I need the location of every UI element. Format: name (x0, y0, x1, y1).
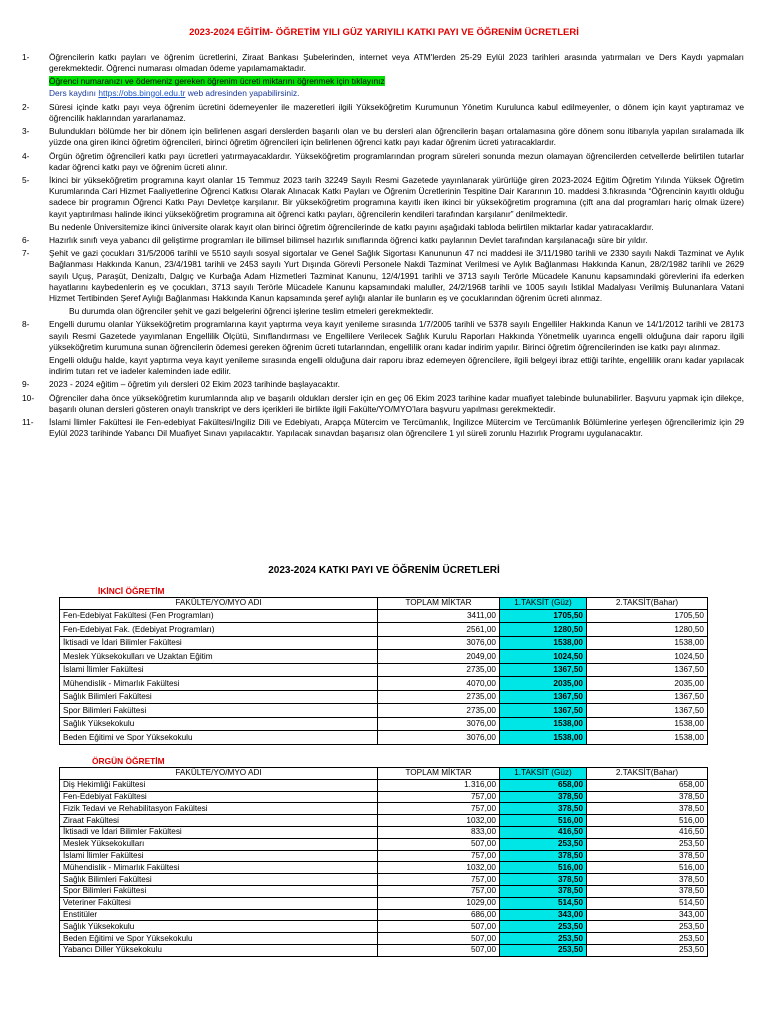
table-cell: 378,50 (500, 803, 587, 815)
table-cell: 378,50 (587, 803, 708, 815)
table-row (60, 885, 708, 897)
column-header: FAKÜLTE/YO/MYO ADI (60, 598, 378, 610)
table-row (60, 897, 708, 909)
table-cell: Fen-Edebiyat Fakültesi (60, 791, 378, 803)
table-row (60, 944, 708, 956)
column-header: TOPLAM MİKTAR (378, 768, 500, 780)
table-cell: 1032,00 (378, 815, 500, 827)
green-note[interactable] (49, 76, 744, 87)
table-cell: 2035,00 (587, 677, 708, 691)
table-row (60, 838, 708, 850)
table-cell: 343,00 (500, 909, 587, 921)
table-cell: Mühendislik - Mimarlık Fakültesi (60, 677, 378, 691)
table-cell: 2735,00 (378, 690, 500, 704)
document-title: 2023-2024 EĞİTİM- ÖĞRETİM YILI GÜZ YARIYILI KATKI PAYI VE ÖĞRENİM ÜCRETLERİ (189, 27, 579, 38)
table-cell: 378,50 (587, 885, 708, 897)
item7-extra: Bu durumda olan öğrenciler şehit ve gazi belgelerini öğrenci işlerine teslim etmeleri gerekmektedir. (69, 306, 434, 317)
table-cell: 516,00 (500, 862, 587, 874)
table-row (60, 826, 708, 838)
table-cell: 1280,50 (587, 623, 708, 637)
column-header: 1.TAKSİT (Güz) (500, 768, 587, 780)
item-number: 2- (22, 101, 30, 112)
item-text: Hazırlık sınıfı veya yabancı dil geliştirme programları ile bilimsel bilimsel hazırlık sınıflarında öğrenci katkı paylarının Devlet tarafından karşılanacağı süre bir yıldır. (49, 235, 648, 246)
table-cell: 2735,00 (378, 704, 500, 718)
table-cell: Enstitüler (60, 909, 378, 921)
table-cell: Fizik Tedavi ve Rehabilitasyon Fakültesi (60, 803, 378, 815)
table-cell: 1367,50 (500, 663, 587, 677)
list-item (22, 235, 744, 246)
table-row (60, 663, 708, 677)
table-cell: 378,50 (500, 874, 587, 886)
orgun-ogretim-table (59, 767, 708, 957)
item8-extra: Engelli olduğu halde, kayıt yaptırma veya kayıt yenileme sırasında engelli olduğuna dair raporu ibraz edemeyen öğrencilere, ilgili belgeyi ibraz ettiği tarihte, engellilik oranı kadar yapılacak indirim tutarı ret ve iadeler kaleminden iade edilir. (49, 355, 744, 377)
table-row (60, 862, 708, 874)
table-cell: İslami İlimler Fakültesi (60, 850, 378, 862)
table-cell: İslami İlimler Fakültesi (60, 663, 378, 677)
table-cell: 253,50 (500, 944, 587, 956)
ders-kaydi-line (49, 88, 744, 99)
ders-suffix: web adresinden yapabilirsiniz. (187, 87, 300, 98)
table-cell: 516,00 (500, 815, 587, 827)
table-cell: 507,00 (378, 933, 500, 945)
table-cell: 757,00 (378, 850, 500, 862)
table-cell: 1367,50 (500, 690, 587, 704)
table-cell: Fen-Edebiyat Fak. (Edebiyat Programları) (60, 623, 378, 637)
table-cell: 757,00 (378, 885, 500, 897)
table-row (60, 803, 708, 815)
table-cell: 1280,50 (500, 623, 587, 637)
ikinci-ogretim-table (59, 597, 708, 745)
obs-link[interactable]: https://obs.bingol.edu.tr (98, 87, 186, 98)
table-cell: 3076,00 (378, 717, 500, 731)
table-cell: Yabancı Diller Yüksekokulu (60, 944, 378, 956)
table-cell: 833,00 (378, 826, 500, 838)
table-header-row (60, 598, 708, 610)
list-item (22, 417, 744, 439)
table-row (60, 623, 708, 637)
table-header-row (60, 768, 708, 780)
table-cell: 507,00 (378, 838, 500, 850)
table-cell: 658,00 (500, 779, 587, 791)
table-cell: Meslek Yüksekokulları (60, 838, 378, 850)
item-text: Bulundukları bölümde her bir dönem için belirlenen asgari derslerden başarılı olan ve bu dersleri alan öğrencilerin başarı ortalamasına göre dönem sonu itibarıyla yapılan sıralamada ilk yüzde ona giren ikinci öğretim öğrencileri, birinci öğretim öğrencileri için belirlenen öğrenci katkı payı kadar öğrenim ücreti yatıracaklardır. (49, 126, 744, 148)
table-cell: 343,00 (587, 909, 708, 921)
table-cell: Ziraat Fakültesi (60, 815, 378, 827)
table-cell: Fen-Edebiyat Fakültesi (Fen Programları) (60, 609, 378, 623)
ders-prefix: Ders kaydını (49, 87, 97, 98)
table-row (60, 731, 708, 745)
table-row (60, 609, 708, 623)
table-cell: 4070,00 (378, 677, 500, 691)
item-text: Şehit ve gazi çocukları 31/5/2006 tarihli ve 5510 sayılı sosyal sigortalar ve Genel Sağlık Sigortası Kanununun 47 nci maddesi ile 3/11/1980 tarihli ve 2330 sayılı Nakdi Tazminat ve Aylık Bağlanması Hakkında Kanun, 23/4/1981 tarihli ve 2453 sayılı Yurt Dışında Görevli Personele Nakdi Tazminat Verilmesi ve Aylık Bağlanması Hakkında Kanun, 28/2/1982 tarihli ve 2629 sayılı Uçuş, Paraşüt, Denizaltı, Dalgıç ve Kurbağa Adam Hizmetleri Tazminat Kanunu, 12/4/1991 tarihli ve 3713 sayılı Terörle Mücadele Kanunu kapsamındaki görevlerini ifa ederken hayatlarını kaybedenlerin eş ve çocukları, 3713 sayılı Terörle Mücadele Kanunu kapsamındaki maluller, 24/2/1968 tarihli ve 1005 sayılı İstiklal Madalyası Verilmiş Bulunanlara Vatani Hizmet Tertibinden Şeref Aylığı Bağlanması Hakkında Kanun kapsamında şeref aylığı alanlar ile bunların eş ve çocuklarından öğrenim ücreti alınmaz. (49, 248, 744, 304)
rules-list (22, 52, 744, 442)
list-item (22, 379, 744, 390)
table-cell: Veteriner Fakültesi (60, 897, 378, 909)
table-cell: 1.316,00 (378, 779, 500, 791)
table-cell: 253,50 (587, 921, 708, 933)
table-cell: 416,50 (587, 826, 708, 838)
table-cell: Beden Eğitimi ve Spor Yüksekokulu (60, 731, 378, 745)
item-number: 6- (22, 235, 30, 246)
list-item (22, 393, 744, 415)
table-cell: 1705,50 (587, 609, 708, 623)
table-cell: 516,00 (587, 815, 708, 827)
table-cell: 1538,00 (500, 717, 587, 731)
table-cell: 757,00 (378, 803, 500, 815)
table-cell: 253,50 (500, 933, 587, 945)
table-row (60, 815, 708, 827)
table-cell: 1024,50 (500, 650, 587, 664)
list-item (22, 175, 744, 220)
table-cell: 2049,00 (378, 650, 500, 664)
table-cell: 1538,00 (587, 636, 708, 650)
fees-title: 2023-2024 KATKI PAYI VE ÖĞRENİM ÜCRETLERİ (268, 565, 500, 576)
table-cell: 378,50 (500, 791, 587, 803)
table-cell: 253,50 (500, 838, 587, 850)
table-cell: 3411,00 (378, 609, 500, 623)
table-row (60, 921, 708, 933)
table-cell: 378,50 (587, 874, 708, 886)
list-item (22, 102, 744, 124)
item-text: 2023 - 2024 eğitim – öğretim yılı dersleri 02 Ekim 2023 tarihinde başlayacaktır. (49, 379, 340, 390)
table-cell: 1538,00 (500, 731, 587, 745)
table-cell: 3076,00 (378, 731, 500, 745)
table-cell: 378,50 (587, 791, 708, 803)
table-cell: Spor Bilimleri Fakültesi (60, 704, 378, 718)
table-row (60, 690, 708, 704)
table-row (60, 704, 708, 718)
table-cell: 1024,50 (587, 650, 708, 664)
table-cell: 2735,00 (378, 663, 500, 677)
table-row (60, 850, 708, 862)
table-cell: Sağlık Yüksekokulu (60, 717, 378, 731)
column-header: 1.TAKSİT (Güz) (500, 598, 587, 610)
list-item (22, 248, 744, 304)
table-row (60, 909, 708, 921)
table-cell: 514,50 (587, 897, 708, 909)
table-row (60, 717, 708, 731)
list-item (22, 319, 744, 353)
table-cell: 1538,00 (587, 717, 708, 731)
table-cell: Meslek Yüksekokulları ve Uzaktan Eğitim (60, 650, 378, 664)
table-cell: Sağlık Bilimleri Fakültesi (60, 690, 378, 704)
item-text: Öğrenciler daha önce yükseköğretim kurumlarında alıp ve başarılı oldukları dersler için en geç 06 Ekim 2023 tarihine kadar muafiyet talebinde bulunabilirler. Başvuru yapmak için dilekçe, başarılı olunan dersleri gösteren onaylı transkript ve ders içerikleri ile birlikte ilgili Fakülte/YO/MYO’lara başvuru yapılması gerekmektedir. (49, 392, 744, 414)
list-item (22, 52, 744, 74)
table-cell: Spor Bilimleri Fakültesi (60, 885, 378, 897)
table-cell: 1705,50 (500, 609, 587, 623)
table-cell: Diş Hekimliği Fakültesi (60, 779, 378, 791)
green-note-link[interactable]: Öğrenci numaranızı ve ödemeniz gereken öğrenim ücreti miktarını öğrenmek için tıklayınız (49, 76, 385, 87)
table-cell: 253,50 (500, 921, 587, 933)
item-text: Süresi içinde katkı payı veya öğrenim ücretini ödemeyenler ile mazeretleri ilgili Yükseköğretim Kurumunun Yönetim Kurulunca kabul edilmeyenler, o dönem için kayıt yaptıramaz ve öğrencilik haklarından yararlanamaz. (49, 101, 744, 124)
table-cell: 253,50 (587, 838, 708, 850)
ikinci-ogretim-title: İKİNCİ ÖĞRETİM (98, 586, 165, 596)
table-cell: Sağlık Yüksekokulu (60, 921, 378, 933)
table-cell: 1538,00 (500, 636, 587, 650)
table-cell: 2561,00 (378, 623, 500, 637)
table-cell: 757,00 (378, 874, 500, 886)
item-text: Engelli durumu olanlar Yükseköğretim programlarına kayıt yaptırma veya kayıt yenileme sırasında 1/7/2005 tarihli ve 5378 sayılı Engelliler Hakkında Kanun ve 14/1/2012 tarihli ve 28173 sayılı Resmi Gazetede yayımlanan Engellilik Ölçütü, Sınıflandırması ve Engellilere Verilecek Sağlık Kurulu Raporları Hakkında Yönetmelik uyarınca engelli olduğuna dair raporu ilgili yükseköğretim kurumuna sunan öğrencilerin ödemesi gereken öğrenim ücreti tutarlarından, engellilik oranı kadar indirim yapılır. Birinci öğretim öğrencilerinden ise katkı payı alınmaz. (49, 319, 744, 352)
table-cell: 1538,00 (587, 731, 708, 745)
table-cell: 416,50 (500, 826, 587, 838)
table-cell: 1367,50 (587, 690, 708, 704)
table-cell: 378,50 (500, 885, 587, 897)
ikinci-table-body (60, 609, 708, 744)
table-cell: 507,00 (378, 944, 500, 956)
table-row (60, 677, 708, 691)
item-number: 1- (22, 52, 30, 62)
table-cell: 1367,50 (500, 704, 587, 718)
table-cell: İktisadi ve İdari Bilimler Fakültesi (60, 826, 378, 838)
table-cell: 1367,50 (587, 663, 708, 677)
table-cell: İktisadi ve İdari Bilimler Fakültesi (60, 636, 378, 650)
table-cell: 507,00 (378, 921, 500, 933)
item-text: Öğrencilerin katkı payları ve öğrenim ücretlerini, Ziraat Bankası Şubelerinden, internet veya ATM'lerden 25-29 Eylül 2023 tarihleri arasında yatırmaları ve Ders Kaydı yapmaları gerekmektedir. Öğrenci numarası olmadan ödeme yapılamamaktadır. (49, 52, 744, 74)
item-number: 8- (22, 319, 30, 330)
item-number: 3- (22, 126, 30, 137)
table-cell: 1032,00 (378, 862, 500, 874)
table-row (60, 779, 708, 791)
item-number: 11- (22, 417, 34, 428)
table-cell: 1367,50 (587, 704, 708, 718)
table-cell: 757,00 (378, 791, 500, 803)
table-cell: Sağlık Bilimleri Fakültesi (60, 874, 378, 886)
item-text: Örgün öğretim öğrencileri katkı payı ücretleri yatırmayacaklardır. Yükseköğretim programlarından program süreleri sonunda mezun olamayan öğrencilerden cetvellerde belirtilen tutarlar kadar öğrenci katkı payı ve öğrenim ücreti alınır. (49, 150, 744, 172)
table-cell: 3076,00 (378, 636, 500, 650)
list-item (22, 126, 744, 148)
item-number: 5- (22, 175, 30, 186)
table-cell: Beden Eğitimi ve Spor Yüksekokulu (60, 933, 378, 945)
item-number: 10- (22, 392, 35, 403)
table-row (60, 791, 708, 803)
table-cell: 378,50 (587, 850, 708, 862)
table-cell: Mühendislik - Mimarlık Fakültesi (60, 862, 378, 874)
table-row (60, 636, 708, 650)
table-cell: 253,50 (587, 933, 708, 945)
item-text: İslami İlimler Fakültesi ile Fen-edebiyat Fakültesi/İngiliz Dili ve Edebiyatı, Arapça Mütercim ve Tercümanlık, İngilizce Mütercim ve Tercümanlık Bölümlerine yerleşen öğrencilerimiz için 29 Eylül 2023 tarihinde Yabancı Dil Muafiyet Sınavı yapılacaktır. Yapılacak sınavdan başarısız olan öğrencilere 1 yıl süreli zorunlu Hazırlık Programı uygulanacaktır. (49, 417, 744, 439)
column-header: 2.TAKSİT(Bahar) (587, 768, 708, 780)
orgun-table-body (60, 779, 708, 956)
column-header: 2.TAKSİT(Bahar) (587, 598, 708, 610)
table-cell: 378,50 (500, 850, 587, 862)
table-row (60, 874, 708, 886)
table-cell: 1029,00 (378, 897, 500, 909)
item-number: 9- (22, 379, 30, 390)
table-cell: 516,00 (587, 862, 708, 874)
table-cell: 2035,00 (500, 677, 587, 691)
item-number: 7- (22, 248, 30, 259)
list-item (22, 151, 744, 173)
table-cell: 658,00 (587, 779, 708, 791)
column-header: FAKÜLTE/YO/MYO ADI (60, 768, 378, 780)
item-text: İkinci bir yükseköğretim programına kayıt olanlar 15 Temmuz 2023 tarih 32249 Sayılı Resmi Gazetede yayınlanarak yürürlüğe giren 2023-2024 Eğitim Öğretim Yılında Yüksek Öğretim Kurumlarında Cari Hizmet Faaliyetlerine Öğrenci Katkısı Olarak Alınacak Katkı Payları ve Öğrenim Ücretlerinin Tespitine Dair Kararının 10. maddesi 3.fıkrasında “Öğrencinin kayıtlı olduğu sadece bir programın Öğrenci Katkı Payı Devletçe karşılanır. Bir yükseköğretim programına kayıtlı iken ikinci bir yükseköğretim programına (çift ana dal programları hariç olmak üzere) kayıt yaptırılması halinde ikinci yükseköğretim programına ait öğrenci katkı payları, öğrencilerin kendileri tarafından karşılanır” denilmektedir. (49, 175, 744, 219)
table-cell: 514,50 (500, 897, 587, 909)
table-cell: 686,00 (378, 909, 500, 921)
table-row (60, 933, 708, 945)
item5-extra: Bu nedenle Üniversitemize ikinci üniversite olarak kayıt olan birinci öğretim öğrencilerinde de katkı payını aşağıdaki tabloda belirtilen miktarlar kadar yatıracaklardır. (49, 221, 654, 232)
column-header: TOPLAM MİKTAR (378, 598, 500, 610)
orgun-ogretim-title: ÖRGÜN ÖĞRETİM (92, 756, 165, 766)
table-row (60, 650, 708, 664)
item-number: 4- (22, 150, 30, 161)
table-cell: 253,50 (587, 944, 708, 956)
